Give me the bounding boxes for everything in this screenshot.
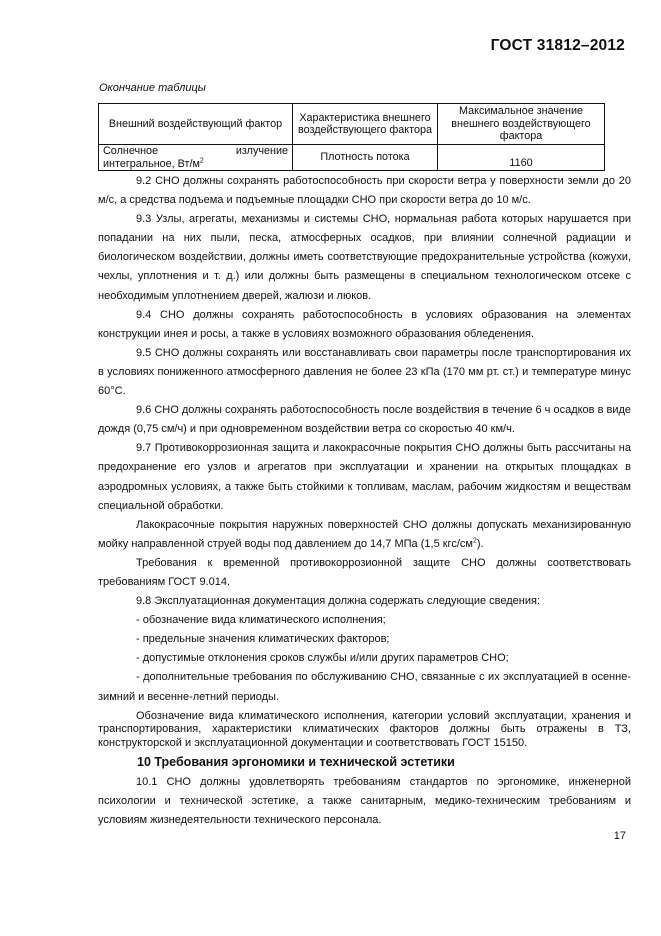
paragraph-9-2: 9.2 СНО должны сохранять работоспособность при скорости ветра у поверхности земли до 20 м/с, а средства подъема и подъемные площадки СНО при скорости ветра до 10 м/с.	[98, 175, 631, 207]
cell-factor	[99, 145, 293, 171]
document-code: ГОСТ 31812–2012	[490, 37, 625, 54]
paint-text: Лакокрасочные покрытия наружных поверхностей СНО должны допускать механизированную мойку направленной струей воды под давлением до 14,7 МПа (1,5 кгс/см	[98, 518, 631, 550]
paragraph-9-7: 9.7 Противокоррозионная защита и лакокрасочные покрытия СНО должны быть рассчитаны на предохранение его узлов и агрегатов при эксплуатации и хранении на открытых площадках в аэродромных условиях, а также быть стойкими к топливам, маслам, рабочим жидкостям и веществам специальной обработки.	[98, 442, 631, 512]
paragraph-paint	[98, 516, 631, 554]
factor-word-1: Солнечное	[103, 145, 159, 157]
header-factor: Внешний воздействующий фактор	[99, 104, 293, 145]
factor-word-2: излучение	[235, 145, 288, 157]
paragraph-9-8: 9.8 Эксплуатационная документация должна содержать следующие сведения:	[136, 595, 541, 608]
cell-characteristic: Плотность потока	[293, 145, 438, 171]
body-text	[98, 172, 631, 830]
paragraph-9-4: 9.4 СНО должны сохранять работоспособность в условиях образования на элементах конструкции инея и росы, а также в условиях возможного образования обледенения.	[98, 308, 631, 340]
paint-sup: 2	[472, 537, 477, 545]
factor-first-line	[103, 145, 288, 158]
list-item: - дополнительные требования по обслуживанию СНО, связанные с их эксплуатацией в осенне-зимний и весенне-летний периоды.	[98, 671, 631, 703]
factor-rest: интегральное, Вт/м	[103, 157, 200, 170]
factor-sup: 2	[199, 156, 204, 164]
table-caption: Окончание таблицы	[99, 82, 206, 94]
header-characteristic: Характеристика внешнего воздействующего фактора	[293, 104, 438, 145]
paragraph-requirements: Требования к временной противокоррозионной защите СНО должны соответствовать требованиям ГОСТ 9.014.	[98, 556, 631, 588]
paragraph-designation: Обозначение вида климатического исполнения, категории условий эксплуатации, хранения и транспортирования, характеристики климатических факторов должны быть отражены в ТЗ, конструкторской и эксплуатационной документации и соответствовать ГОСТ 15150.	[98, 709, 631, 749]
list-item: - обозначение вида климатического исполнения;	[136, 614, 386, 627]
cell-value: 1160	[438, 145, 605, 171]
list-item: - предельные значения климатических факторов;	[136, 633, 390, 646]
list-item: - допустимые отклонения сроков службы и/или других параметров СНО;	[136, 652, 509, 665]
table-header-row	[99, 104, 605, 145]
table-row	[99, 145, 605, 171]
page-number: 17	[613, 830, 626, 842]
climate-factors-table	[98, 103, 605, 171]
paint-end: ).	[476, 537, 484, 550]
factor-second-line	[103, 158, 288, 171]
header-max-value: Максимальное значение внешнего воздействующего фактора	[438, 104, 605, 145]
paragraph-9-5: 9.5 СНО должны сохранять или восстанавливать свои параметры после транспортирования их в условиях пониженного атмосферного давления не более 23 кПа (170 мм рт. ст.) и температуре минус 60°С.	[98, 346, 631, 398]
paragraph-10-1: 10.1 СНО должны удовлетворять требованиям стандартов по эргономике, инженерной психологии и технической эстетике, а также санитарным, медико-техническим требованиям и условиям жизнедеятельности технического персонала.	[98, 776, 631, 827]
section-10-title: 10 Требования эргономики и технической эстетики	[137, 755, 455, 770]
paragraph-9-3: 9.3 Узлы, агрегаты, механизмы и системы СНО, нормальная работа которых нарушается при попадании на них пыли, песка, атмосферных осадков, при влиянии солнечной радиации и биологическом воздействии, должны иметь соответствующие предохранительные устройства (кожухи, чехлы, уплотнения и т. д.) или должны быть размещены в специальном технологическом отсеке с необходимым уплотнением дверей, жалюзи и люков.	[98, 213, 631, 302]
paragraph-9-6: 9.6 СНО должны сохранять работоспособность после воздействия в течение 6 ч осадков в виде дождя (0,75 см/ч) и при одновременном воздействии ветра со скоростью 40 км/ч.	[98, 404, 631, 436]
